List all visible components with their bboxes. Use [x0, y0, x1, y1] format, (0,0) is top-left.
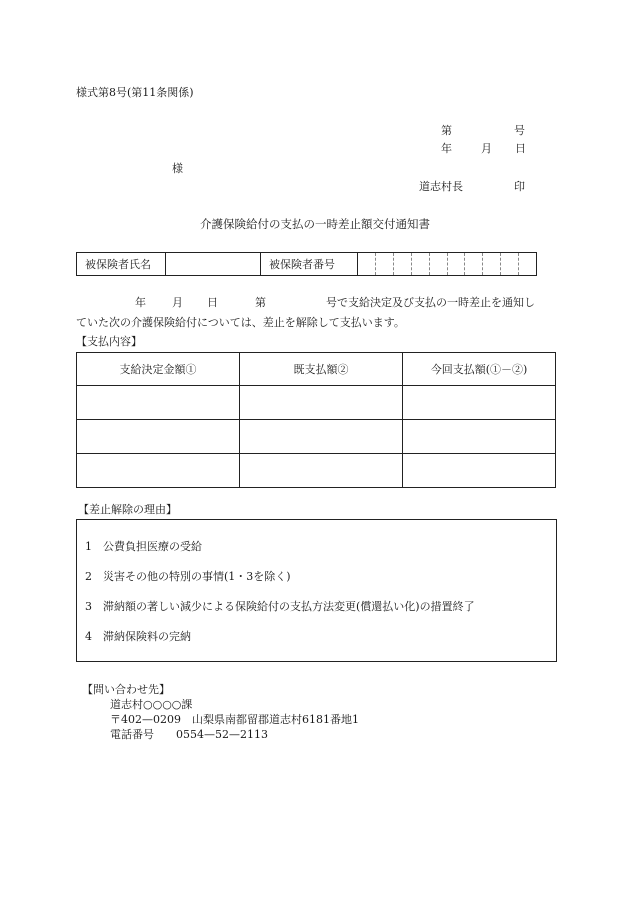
list-item: 1 公費負担医療の受給 [85, 540, 202, 553]
table-cell[interactable] [240, 420, 403, 454]
column-header-current-payment: 今回支払額(①－②) [403, 353, 556, 386]
date-year: 年 [441, 142, 452, 155]
reason-list-box [76, 519, 557, 662]
insured-info-table [76, 252, 537, 276]
list-item: 3 滞納額の著しい減少による保険給付の支払方法変更(償還払い化)の措置終了 [85, 600, 475, 613]
contact-address: 〒402—0209 山梨県南都留郡道志村6181番地1 [110, 713, 359, 726]
table-row [77, 454, 556, 488]
notice-year: 年 [135, 296, 146, 309]
contact-department: 道志村○○○○課 [110, 698, 193, 711]
table-cell[interactable] [240, 386, 403, 420]
table-cell[interactable] [403, 454, 556, 488]
table-cell[interactable] [77, 420, 240, 454]
table-row [77, 386, 556, 420]
table-cell[interactable] [240, 454, 403, 488]
payment-section-label: 【支払内容】 [76, 335, 142, 348]
insured-number-label: 被保険者番号 [261, 253, 358, 276]
notice-text-tail: 号で支給決定及び支払の一時差止を通知し [326, 296, 535, 309]
document-number-prefix: 第 [441, 124, 452, 137]
contact-section-label: 【問い合わせ先】 [82, 683, 170, 696]
date-month: 月 [481, 142, 492, 155]
document-title: 介護保険給付の支払の一時差止額交付通知書 [200, 217, 430, 231]
insured-number-digit-boxes [358, 253, 536, 275]
date-day: 日 [515, 142, 526, 155]
table-cell[interactable] [403, 386, 556, 420]
table-cell[interactable] [403, 420, 556, 454]
list-item: 2 災害その他の特別の事情(1・3を除く) [85, 570, 291, 583]
contact-phone: 電話番号 0554—52—2113 [110, 728, 268, 741]
reason-section-label: 【差止解除の理由】 [78, 503, 177, 516]
addressee-suffix: 様 [172, 162, 183, 175]
list-item: 4 滞納保険料の完納 [85, 630, 191, 643]
table-row [77, 420, 556, 454]
document-number-suffix: 号 [514, 124, 525, 137]
insured-name-field[interactable] [166, 253, 261, 276]
notice-day: 日 [207, 296, 218, 309]
table-cell[interactable] [77, 386, 240, 420]
column-header-decided-amount: 支給決定金額① [77, 353, 240, 386]
notice-text-line-2: ていた次の介護保険給付については、差止を解除して支払います。 [76, 316, 405, 329]
table-cell[interactable] [77, 454, 240, 488]
column-header-paid-amount: 既支払額② [240, 353, 403, 386]
form-number: 様式第8号(第11条関係) [76, 86, 194, 99]
insured-name-label: 被保険者氏名 [77, 253, 166, 276]
payment-table-header [77, 353, 556, 386]
issuer-name: 道志村長 [419, 180, 463, 193]
notice-number-prefix: 第 [255, 296, 266, 309]
seal-mark: 印 [514, 180, 525, 193]
payment-table [76, 352, 556, 488]
insured-number-field[interactable] [358, 253, 537, 276]
notice-month: 月 [172, 296, 183, 309]
